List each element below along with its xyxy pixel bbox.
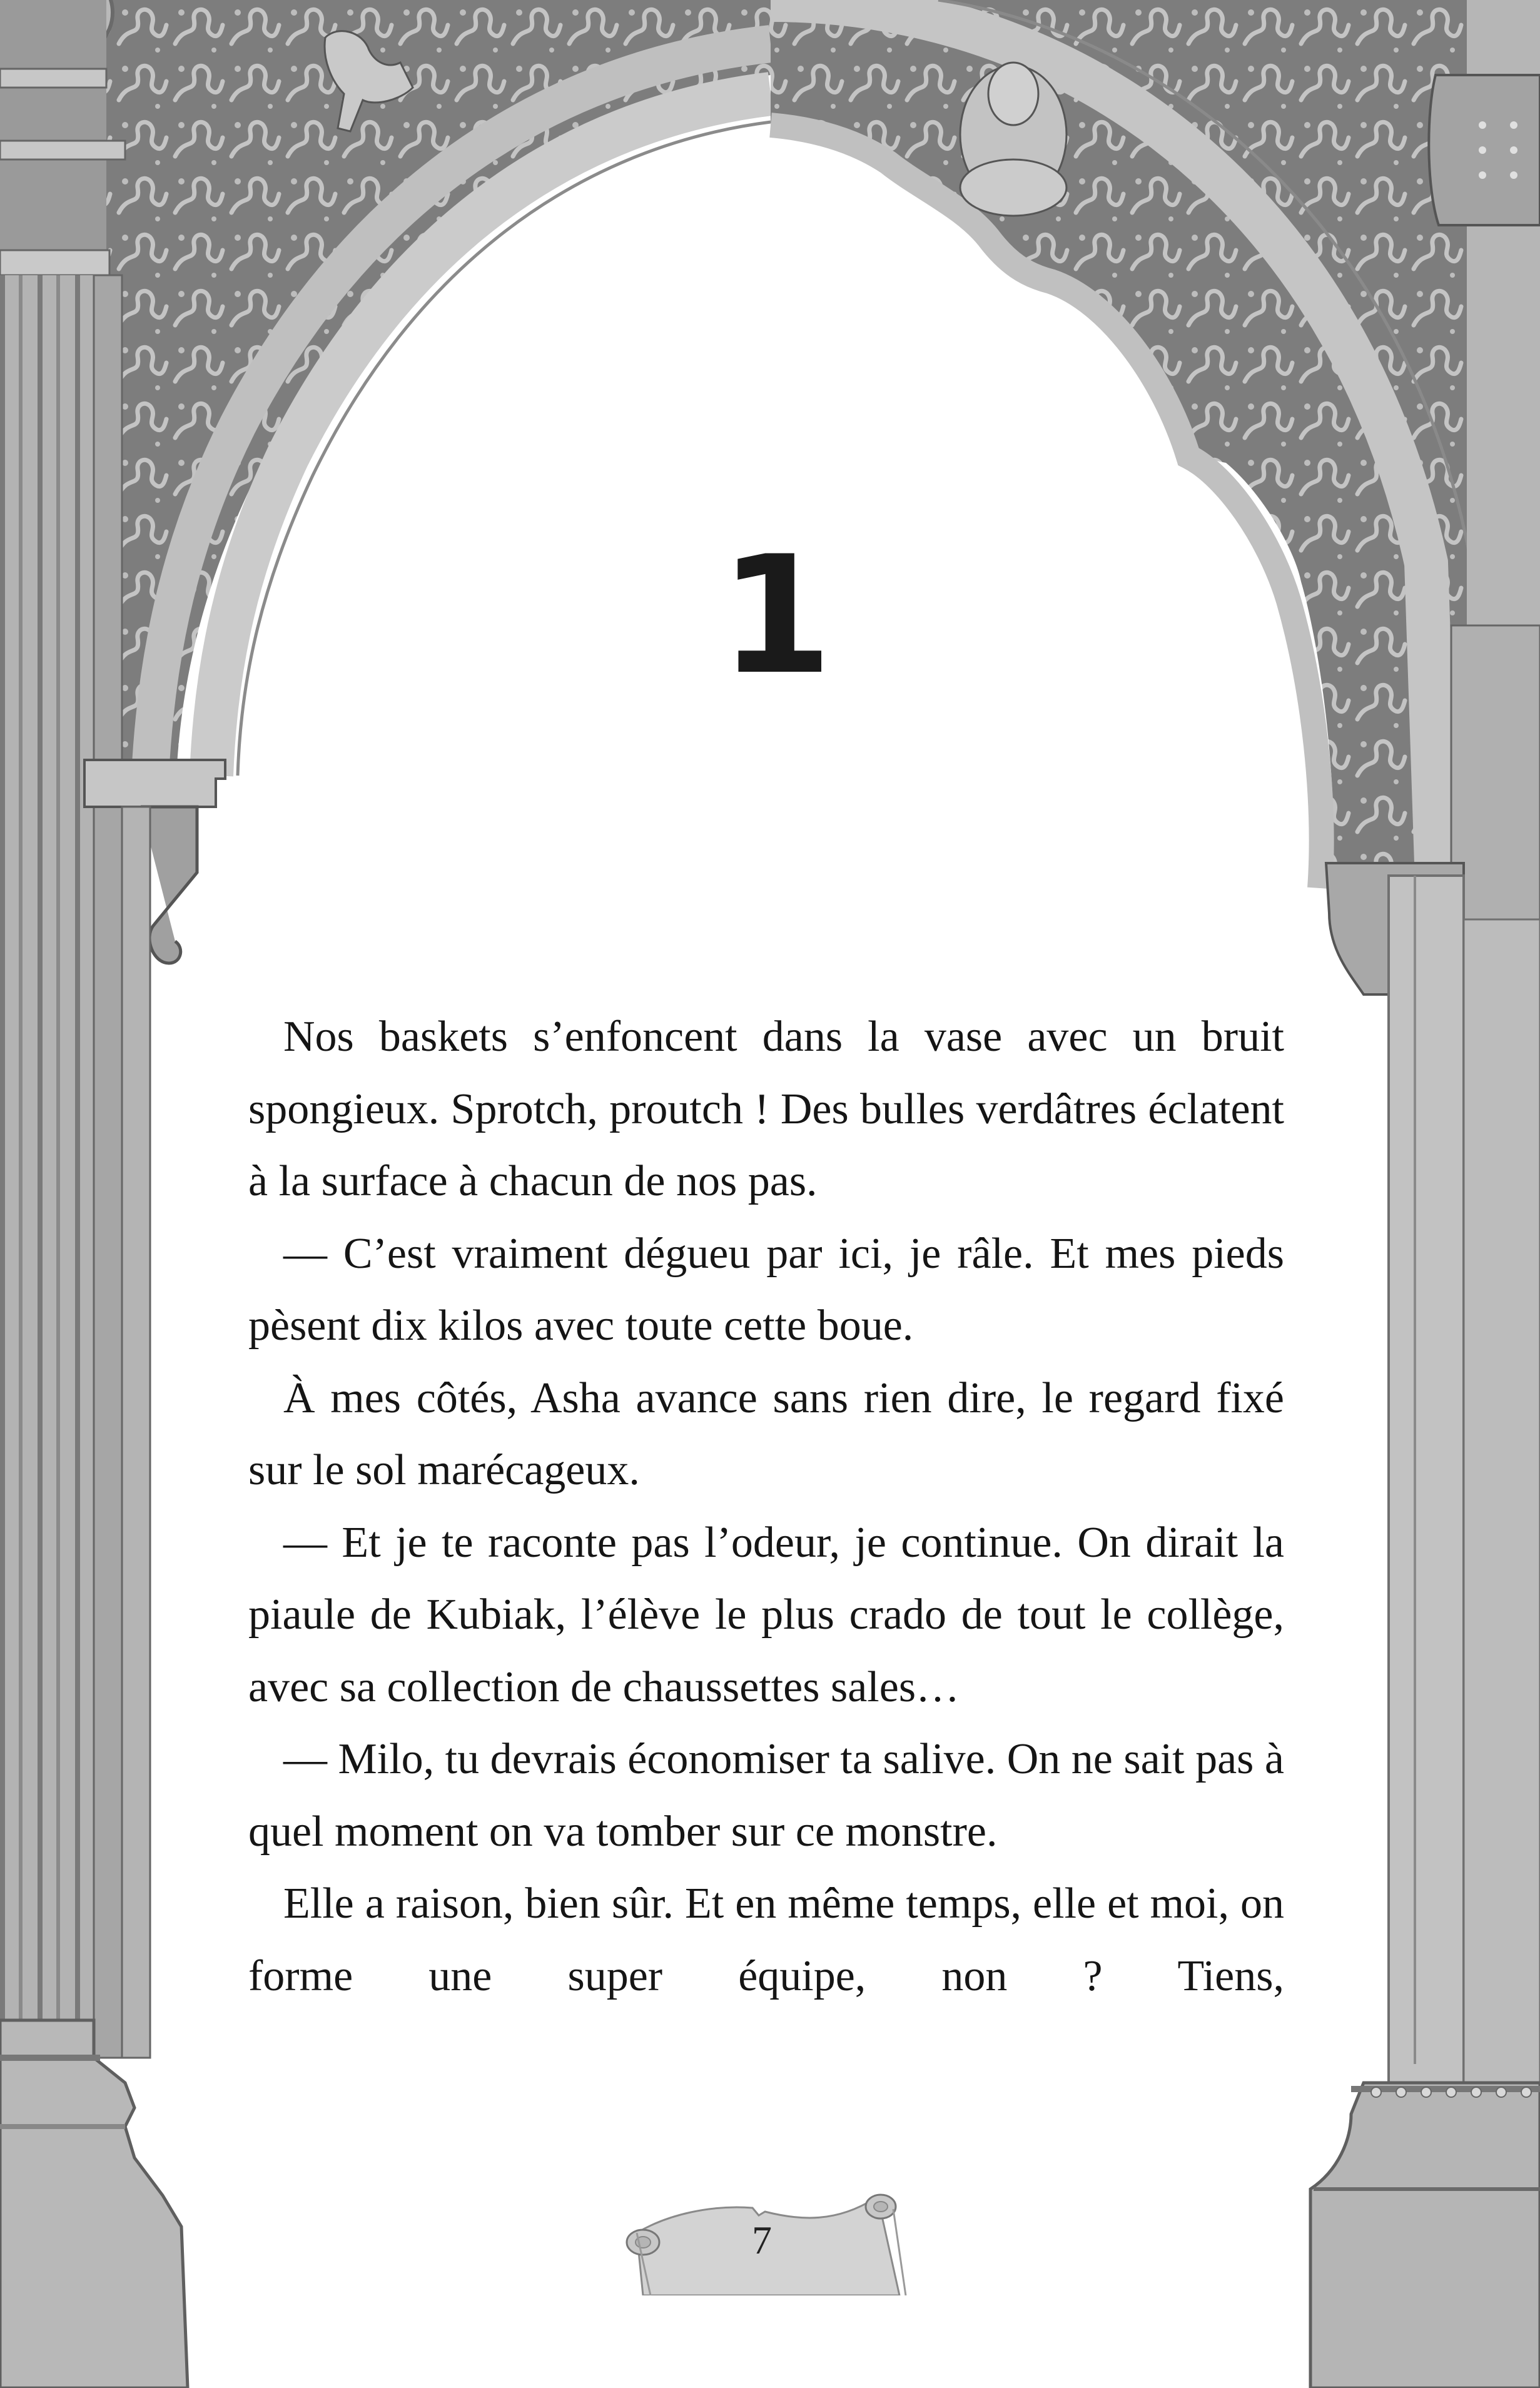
- paragraph-dialogue: — Et je te raconte pas l’odeur, je continue. On dirait la piaule de Kubiak, l’élève le plus crado de tout le collège, avec sa collection de chaussettes sales…: [248, 1518, 1284, 1711]
- page-number: 7: [752, 2218, 772, 2262]
- chapter-number: 1: [719, 522, 833, 711]
- paragraph: À mes côtés, Asha avance sans rien dire, le regard fixé sur le sol marécageux.: [248, 1374, 1284, 1494]
- chapter-body-text: [248, 1001, 1284, 2012]
- right-arch-group: [771, 0, 1540, 938]
- page-number-scroll: [612, 2170, 912, 2295]
- paragraph-dialogue: — C’est vraiment dégueu par ici, je râle. Et mes pieds pèsent dix kilos avec toute cette boue.: [248, 1229, 1284, 1350]
- paragraph: Nos baskets s’enfoncent dans la vase avec un bruit spongieux. Sprotch, proutch ! Des bulles verdâtres éclatent à la surface à chacun de nos pas.: [248, 1013, 1284, 1205]
- paragraph-continued: Elle a raison, bien sûr. Et en même temps, elle et moi, on forme une super équipe, non ? Tiens,: [248, 1880, 1284, 2000]
- paragraph-dialogue: — Milo, tu devrais économiser ta salive. On ne sait pas à quel moment on va tomber sur ce monstre.: [248, 1735, 1284, 1856]
